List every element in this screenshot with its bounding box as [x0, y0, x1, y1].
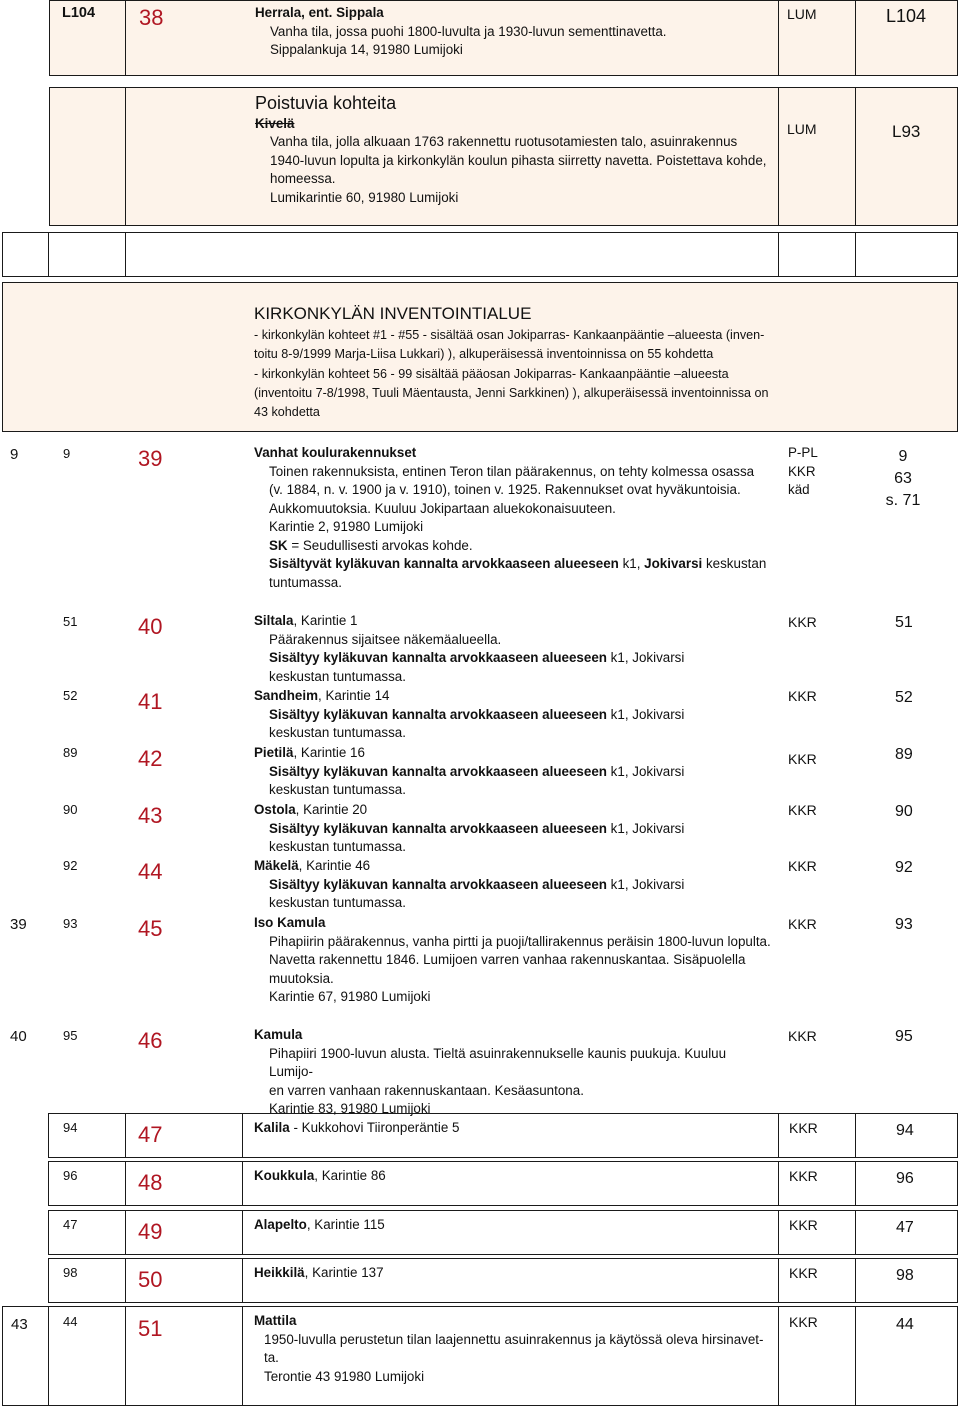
entry-name: Koukkula [254, 1168, 315, 1183]
removed-item-name: Kivelä [255, 115, 295, 131]
entry-title: Herrala, ent. Sippala [255, 5, 384, 20]
removed-description [255, 94, 775, 207]
entry-heading [254, 1120, 459, 1135]
box-cell [48, 1258, 126, 1303]
code: KKR [788, 614, 817, 630]
col-a-value: 43 [11, 1316, 28, 1333]
entry-description [254, 857, 772, 913]
blank-cell [2, 232, 49, 277]
municipality-code: LUM [787, 121, 817, 137]
note-rest: k1, Jokivarsi [606, 876, 685, 892]
right-value: 44 [896, 1316, 914, 1333]
right-value: s. 71 [885, 492, 921, 509]
inventory-line: - kirkonkylän kohteet 56 - 99 sisältää pääosan Jokiparras- Kankaanpääntie –alueesta [254, 366, 729, 381]
col-b-value: 95 [63, 1028, 78, 1043]
code: KKR [788, 802, 817, 818]
entry-name: Ostola [254, 802, 296, 817]
right-value: 47 [896, 1219, 914, 1236]
entry-number: 46 [138, 1028, 163, 1053]
col-b-value: 47 [63, 1217, 78, 1232]
note-line: keskustan tuntumassa. [269, 725, 406, 740]
col-b-value: 94 [63, 1120, 78, 1135]
right-value: 96 [896, 1170, 914, 1187]
entry-line: (v. 1884, n. v. 1900 ja v. 1910), toinen v. 1925. Rakennukset ovat hyväkuntoisia. [269, 482, 741, 497]
entry-title: Iso Kamula [254, 915, 326, 930]
box-cell [242, 1306, 779, 1406]
entry-address: , Karintie 14 [318, 688, 390, 703]
box-cell [778, 1306, 856, 1406]
entry-name: Sandheim [254, 688, 318, 703]
entry-line: Päärakennus sijaitsee näkemäalueella. [269, 631, 502, 647]
right-value: 92 [895, 859, 913, 876]
removed-right-cell [855, 87, 958, 226]
blank-row [0, 232, 960, 277]
entry-title: Mattila [254, 1313, 297, 1328]
right-id-cell [855, 0, 958, 76]
col-b-value: 44 [63, 1314, 78, 1329]
entry-line: Terontie 43 91980 Lumijoki [264, 1368, 425, 1384]
removed-section [0, 87, 960, 226]
col-b-value: 89 [63, 745, 78, 760]
box-cell [855, 1210, 958, 1255]
removed-line: Vanha tila, jolla alkuaan 1763 rakennettu ruotusotamiesten talo, asuinrakennus [270, 134, 738, 149]
inventory-line: toitu 8-9/1999 Marja-Liisa Lukkari) ), alkuperäisessä inventoinnissa on 55 kohdetta [254, 347, 714, 362]
entry-number: 40 [138, 614, 163, 639]
note-bold: Sisältyvät kyläkuvan kannalta arvokkaaseen alueeseen [269, 556, 619, 571]
col-b-value: 92 [63, 858, 78, 873]
right-value: 90 [895, 803, 913, 820]
entry-row-48 [0, 1161, 960, 1206]
box-cell [242, 1258, 779, 1303]
note-bold: Sisältyy kyläkuvan kannalta arvokkaaseen alueeseen [269, 650, 607, 665]
box-cell [125, 1210, 243, 1255]
col-a-value: 9 [10, 446, 19, 463]
right-value: 95 [895, 1028, 913, 1045]
inventory-line: 43 kohdetta [254, 405, 320, 420]
note-rest: k1, Jokivarsi [606, 763, 685, 779]
note-bold: Jokivarsi [644, 556, 703, 571]
entry-line: Aukkomuutoksia. Kuuluu Jokipartaan aluekokonaisuuteen. [269, 500, 616, 516]
right-value: 52 [895, 689, 913, 706]
col-b-value: 9 [63, 446, 71, 461]
code-cell [778, 0, 856, 76]
entry-description [254, 914, 772, 1007]
col-b-value: 98 [63, 1265, 78, 1280]
entry-row-44 [0, 856, 960, 912]
removed-line: homeessa. [270, 171, 336, 186]
entry-row-42 [0, 743, 960, 799]
entry-number: 42 [138, 746, 163, 771]
entry-line: Vanha tila, jossa puohi 1800-luvulta ja 1930-luvun sementtinavetta. [270, 23, 667, 39]
removed-left-cell [49, 87, 126, 226]
entry-address: , Karintie 86 [314, 1168, 386, 1183]
entry-body-cell [125, 0, 779, 76]
right-value: 9 [898, 448, 908, 465]
entry-row-46 [0, 1025, 960, 1116]
removed-code-cell [778, 87, 856, 226]
code: KKR [789, 1265, 818, 1281]
entry-number: 44 [138, 859, 163, 884]
entry-description [254, 1026, 772, 1119]
entry-line: Pihapiiri 1900-luvun alusta. Tieltä asuinrakennukselle kaunis puukuja. Kuuluu Lumijo- [269, 1045, 727, 1079]
col-b-value: 51 [63, 614, 78, 629]
box-cell [2, 1306, 49, 1406]
right-value: 93 [895, 916, 913, 933]
entry-address: , Karintie 115 [306, 1217, 385, 1232]
entry-line: ta. [264, 1350, 279, 1365]
code: KKR [789, 1168, 818, 1184]
col-a-value: 40 [10, 1028, 27, 1045]
code: KKR [788, 916, 817, 932]
entry-line: muutoksia. [269, 970, 334, 986]
box-cell [778, 1161, 856, 1206]
right-value: 63 [894, 470, 912, 487]
sk-text: = Seudullisesti arvokas kohde. [287, 537, 473, 553]
entry-row-50 [0, 1258, 960, 1303]
entry-heading [254, 1265, 384, 1280]
col-b-value: 90 [63, 802, 78, 817]
note-line: keskustan tuntumassa. [269, 895, 406, 910]
code: KKR [788, 858, 817, 874]
entry-number: 38 [139, 5, 164, 30]
entry-heading [254, 1168, 386, 1183]
box-cell [242, 1113, 779, 1158]
blank-cell [778, 232, 856, 277]
right-value: 51 [895, 614, 913, 631]
box-cell [855, 1113, 958, 1158]
entry-row-49 [0, 1210, 960, 1255]
note-line: keskustan tuntumassa. [269, 782, 406, 797]
box-cell [125, 1306, 243, 1406]
entry-address: - Kukkohovi Tiironperäntie 5 [289, 1120, 460, 1135]
entry-heading [254, 1217, 385, 1232]
entry-address: , Karintie 20 [295, 802, 368, 817]
inventory-text [254, 304, 784, 422]
entry-number: 41 [138, 689, 163, 714]
entry-line: Navetta rakennettu 1846. Lumijoen varren vanhaa rakennuskantaa. Sisäpuolella [269, 952, 746, 967]
sk-label: SK [269, 537, 288, 553]
right-values [873, 446, 933, 512]
removed-heading: Poistuvia kohteita [255, 93, 397, 113]
entry-number: 51 [138, 1316, 163, 1341]
right-id: L104 [886, 6, 927, 26]
entry-row-38 [0, 0, 960, 76]
note-bold: Sisältyy kyläkuvan kannalta arvokkaaseen alueeseen [269, 763, 607, 779]
code: KKR [789, 1314, 818, 1330]
note-line [254, 555, 772, 574]
entry-description [254, 444, 772, 592]
blank-cell [125, 232, 779, 277]
blank-cell [855, 232, 958, 277]
entry-line: Karintie 2, 91980 Lumijoki [269, 519, 424, 534]
entry-address: , Karintie 137 [304, 1265, 384, 1280]
entry-address: , Karintie 1 [293, 613, 358, 628]
entry-name: Siltala [254, 613, 294, 628]
box-cell [48, 1113, 126, 1158]
right-value: 89 [895, 746, 913, 763]
col-a-value: 39 [10, 916, 27, 933]
entry-description [254, 687, 772, 743]
box-cell [48, 1210, 126, 1255]
entry-line: Pihapiirin päärakennus, vanha pirtti ja puoji/tallirakennus peräisin 1800-luvun lopulta. [269, 933, 771, 949]
code: KKR [788, 1028, 817, 1044]
entry-name: Heikkilä [254, 1265, 305, 1280]
box-cell [778, 1258, 856, 1303]
code: KKR [788, 688, 817, 704]
entry-number: 39 [138, 446, 163, 471]
entry-line: Sippalankuja 14, 91980 Lumijoki [270, 42, 463, 57]
sk-line [254, 537, 772, 556]
entry-number: 45 [138, 916, 163, 941]
left-id-cell [49, 0, 126, 76]
entry-name: Mäkelä [254, 858, 299, 873]
entry-line: Toinen rakennuksista, entinen Teron tilan päärakennus, on tehty kolmessa osassa [269, 463, 755, 479]
removed-body-cell [125, 87, 779, 226]
codes [788, 444, 818, 500]
code: KKR [788, 463, 816, 479]
entry-description [254, 1312, 772, 1386]
entry-row-39 [0, 438, 960, 608]
code: käd [788, 482, 810, 497]
note-bold: Sisältyy kyläkuvan kannalta arvokkaaseen alueeseen [269, 706, 607, 722]
entry-number: 43 [138, 803, 163, 828]
box-cell [855, 1258, 958, 1303]
code: P-PL [788, 445, 818, 460]
entry-description [255, 4, 775, 60]
entry-number: 47 [138, 1122, 163, 1147]
note-rest: k1, Jokivarsi [606, 820, 685, 836]
entry-row-45 [0, 913, 960, 1013]
entry-description [254, 801, 772, 857]
code: KKR [789, 1120, 818, 1136]
code: KKR [788, 751, 817, 767]
entry-description [254, 612, 772, 686]
box-cell [778, 1210, 856, 1255]
entry-address: , Karintie 16 [293, 745, 365, 760]
note-rest: k1, Jokivarsi [606, 706, 685, 722]
entry-title: Kamula [254, 1027, 303, 1042]
entry-name: Kalila [254, 1120, 290, 1135]
note-bold: Sisältyy kyläkuvan kannalta arvokkaaseen alueeseen [269, 876, 607, 892]
entry-row-40 [0, 611, 960, 687]
entry-address: , Karintie 46 [298, 858, 371, 873]
box-cell [125, 1161, 243, 1206]
note-line: keskustan tuntumassa. [269, 839, 406, 854]
box-cell [242, 1210, 779, 1255]
box-cell [125, 1113, 243, 1158]
municipality-code: LUM [787, 6, 817, 22]
entry-row-47 [0, 1113, 960, 1158]
inventory-heading: KIRKONKYLÄN INVENTOINTIALUE [254, 304, 532, 323]
note-rest: k1, Jokivarsi [606, 650, 685, 665]
box-cell [48, 1161, 126, 1206]
entry-row-51 [0, 1306, 960, 1406]
code: KKR [789, 1217, 818, 1233]
entry-number: 48 [138, 1170, 163, 1195]
box-cell [778, 1113, 856, 1158]
entry-title: Vanhat koulurakennukset [254, 445, 417, 460]
entry-name: Alapelto [254, 1217, 307, 1232]
note-line: tuntumassa. [269, 574, 342, 590]
entry-line: en varren vanhaan rakennuskantaan. Kesäasuntona. [269, 1082, 584, 1098]
col-b-value: 93 [63, 916, 78, 931]
blank-cell [48, 232, 126, 277]
entry-name: Pietilä [254, 745, 294, 760]
col-b-value: 52 [63, 688, 78, 703]
entry-line: Karintie 67, 91980 Lumijoki [269, 989, 431, 1004]
entry-description [254, 744, 772, 800]
removed-line: Lumikarintie 60, 91980 Lumijoki [270, 189, 459, 205]
col-b-value: 96 [63, 1168, 78, 1183]
entry-row-43 [0, 800, 960, 856]
note-rest: k1, [618, 556, 645, 571]
box-cell [48, 1306, 126, 1406]
right-value: 94 [896, 1122, 914, 1139]
right-id: L93 [892, 122, 921, 141]
inventory-section [2, 282, 958, 432]
inventory-line: - kirkonkylän kohteet #1 - #55 - sisältää osan Jokiparras- Kankaanpääntie –alueesta (inven- [254, 328, 765, 342]
note-rest: keskustan [702, 556, 767, 571]
right-value: 98 [896, 1267, 914, 1284]
note-line: keskustan tuntumassa. [269, 668, 406, 684]
entry-line: 1950-luvulla perustetun tilan laajennettu asuinrakennus ja käytössä oleva hirsinavet- [264, 1331, 764, 1347]
entry-row-41 [0, 686, 960, 742]
note-bold: Sisältyy kyläkuvan kannalta arvokkaaseen alueeseen [269, 820, 607, 836]
box-cell [855, 1161, 958, 1206]
entry-line: Karintie 83, 91980 Lumijoki [269, 1101, 431, 1116]
removed-line: 1940-luvun lopulta ja kirkonkylän koulun pihasta siirretty navetta. Poistettava kohde, [270, 152, 767, 168]
box-cell [242, 1161, 779, 1206]
box-cell [125, 1258, 243, 1303]
box-cell [855, 1306, 958, 1406]
left-id: L104 [62, 5, 96, 21]
entry-number: 50 [138, 1267, 163, 1292]
entry-number: 49 [138, 1219, 163, 1244]
inventory-line: (inventoitu 7-8/1998, Tuuli Mäentausta, Jenni Sarkkinen) ), alkuperäisessä inventoinnissa on [254, 385, 769, 400]
